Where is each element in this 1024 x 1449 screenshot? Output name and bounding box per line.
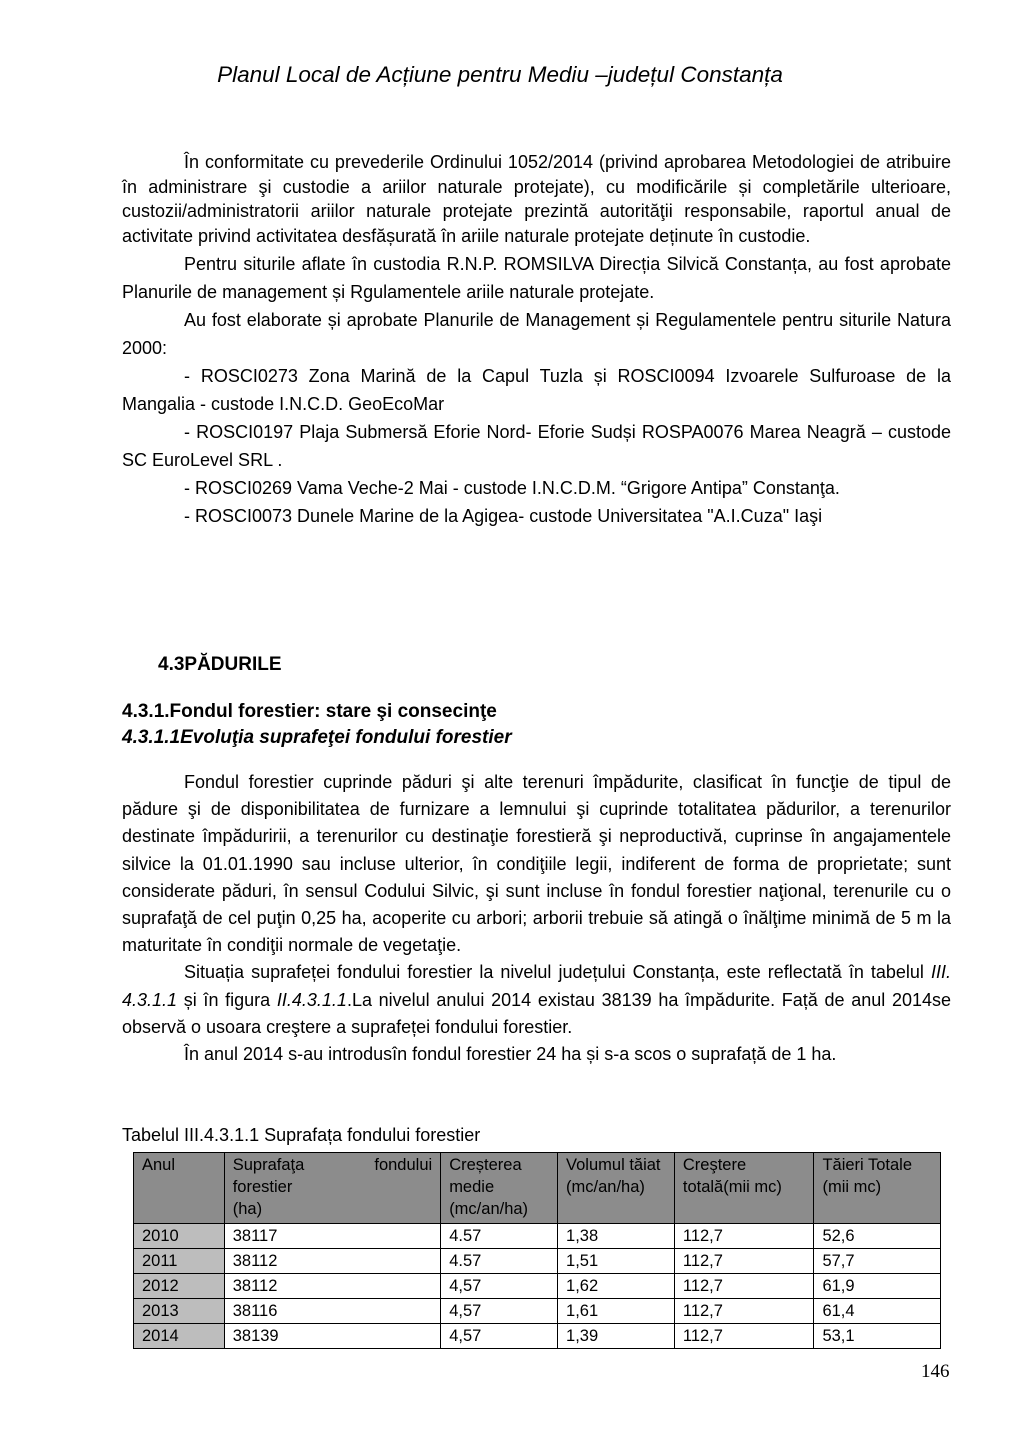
cell-growth: 4,57	[441, 1299, 558, 1324]
cell-year: 2012	[134, 1274, 225, 1299]
cell-year: 2010	[134, 1224, 225, 1249]
cell-total-growth: 112,7	[674, 1224, 814, 1249]
cell-year: 2013	[134, 1299, 225, 1324]
cell-cuts: 61,9	[814, 1274, 941, 1299]
cell-growth: 4,57	[441, 1274, 558, 1299]
table-caption: Tabelul III.4.3.1.1 Suprafața fondului forestier	[122, 1125, 481, 1145]
site-list-item: - ROSCI0073 Dunele Marine de la Agigea- custode Universitatea "A.I.Cuza" Iaşi	[184, 506, 823, 526]
intro-paragraph-1: În conformitate cu prevederile Ordinului 1052/2014 (privind aprobarea Metodologiei de atribuire în administrare şi custodie a ariilor naturale protejate), cu modificările și completările ulterioare, custozii/administratorii ariilor naturale protejate prezintă autorităţii responsabile, raportul anual de activitate privind activitatea desfășurată în ariile naturale protejate deținute în custodie.	[122, 152, 951, 246]
site-list-item: - ROSCI0273 Zona Marină de la Capul Tuzla și ROSCI0094 Izvoarele Sulfuroase de la Mangalia - custode I.N.C.D. GeoEcoMar	[122, 366, 951, 414]
cell-cuts: 52,6	[814, 1224, 941, 1249]
forest-section-body	[122, 769, 951, 1068]
cell-area: 38112	[224, 1249, 440, 1274]
header-total-growth: Creştere totală(mii mc)	[674, 1153, 814, 1224]
table-row	[134, 1224, 941, 1249]
figure-reference: II.4.3.1.1	[276, 989, 347, 1010]
table-row	[134, 1249, 941, 1274]
cell-volume: 1,51	[558, 1249, 675, 1274]
header-total-cuts: Tăieri Totale (mii mc)	[814, 1153, 941, 1224]
cell-area: 38116	[224, 1299, 440, 1324]
cell-total-growth: 112,7	[674, 1299, 814, 1324]
table-row	[134, 1299, 941, 1324]
forest-fund-table	[133, 1152, 941, 1349]
intro-paragraph-2: Pentru siturile aflate în custodia R.N.P. ROMSILVA Direcția Silvică Constanța, au fost aprobate Planurile de management și Rgulamentele ariile naturale protejate.	[122, 254, 951, 302]
page-number: 146	[921, 1361, 950, 1382]
cell-area: 38139	[224, 1324, 440, 1349]
body-paragraph-1: Fondul forestier cuprinde păduri şi alte terenuri împădurite, clasificat în funcţie de tipul de pădure şi de disponibilitatea de furnizare a lemnului şi cuprinde totalitatea pădurilor, a terenurilor destinate împăduririi, a terenurilor cu destinaţie forestieră şi neproductivă, cuprinse în angajamentele silvice la 01.01.1990 sau incluse ulterior, în condiţiile legii, indiferent de forma de proprietate; sunt considerate păduri, în sensul Codului Silvic, şi sunt incluse în fondul forestier naţional, terenurile cu o suprafaţă de cel puţin 0,25 ha, acoperite cu arbori; arborii trebuie să atingă o înălţime minimă de 5 m la maturitate în condiţii normale de vegetaţie.	[122, 772, 951, 956]
intro-section	[122, 150, 951, 530]
header-area: Suprafaţa fondului forestier (ha)	[224, 1153, 440, 1224]
subsection-heading: 4.3.1.Fondul forestier: stare şi consecinţe	[122, 701, 497, 722]
body-paragraph-2: Situația suprafeței fondului forestier la nivelul județului Constanța, este reflectată în tabelul III. 4.3.1.1 și în figura II.4.3.1.1.La nivelul anului 2014 existau 38139 ha împădurite. Față de anul 2014se observă o usoara creştere a suprafeței fondului forestier.	[122, 962, 952, 1037]
header-cut-volume: Volumul tăiat (mc/an/ha)	[558, 1153, 675, 1224]
cell-volume: 1,61	[558, 1299, 675, 1324]
cell-cuts: 57,7	[814, 1249, 941, 1274]
cell-volume: 1,39	[558, 1324, 675, 1349]
section-heading: 4.3PĂDURILE	[158, 654, 282, 675]
cell-volume: 1,62	[558, 1274, 675, 1299]
cell-growth: 4,57	[441, 1324, 558, 1349]
table-reference: III. 4.3.1.1	[122, 962, 951, 1010]
table-row	[134, 1324, 941, 1349]
site-list-item: - ROSCI0197 Plaja Submersă Eforie Nord- Eforie Sudși ROSPA0076 Marea Neagră – custode SC EuroLevel SRL .	[122, 422, 951, 470]
intro-paragraph-3: Au fost elaborate și aprobate Planurile de Management și Regulamentele pentru siturile Natura 2000:	[122, 310, 951, 358]
cell-year: 2014	[134, 1324, 225, 1349]
body-paragraph-3: În anul 2014 s-au introdusîn fondul forestier 24 ha și s-a scos o suprafață de 1 ha.	[184, 1044, 837, 1065]
cell-total-growth: 112,7	[674, 1324, 814, 1349]
cell-volume: 1,38	[558, 1224, 675, 1249]
header-average-growth: Creșterea medie (mc/an/ha)	[441, 1153, 558, 1224]
cell-area: 38117	[224, 1224, 440, 1249]
site-list-item: - ROSCI0269 Vama Veche-2 Mai - custode I.N.C.D.M. “Grigore Antipa” Constanţa.	[184, 478, 840, 498]
cell-cuts: 53,1	[814, 1324, 941, 1349]
table-row	[134, 1274, 941, 1299]
cell-cuts: 61,4	[814, 1299, 941, 1324]
cell-total-growth: 112,7	[674, 1249, 814, 1274]
subsubsection-heading: 4.3.1.1Evoluţia suprafeţei fondului forestier	[122, 727, 512, 748]
header-year: Anul	[134, 1153, 225, 1224]
cell-total-growth: 112,7	[674, 1274, 814, 1299]
page-header: Planul Local de Acțiune pentru Mediu –județul Constanța	[217, 62, 783, 87]
cell-year: 2011	[134, 1249, 225, 1274]
table-header-row	[134, 1153, 941, 1224]
cell-area: 38112	[224, 1274, 440, 1299]
cell-growth: 4.57	[441, 1224, 558, 1249]
cell-growth: 4.57	[441, 1249, 558, 1274]
